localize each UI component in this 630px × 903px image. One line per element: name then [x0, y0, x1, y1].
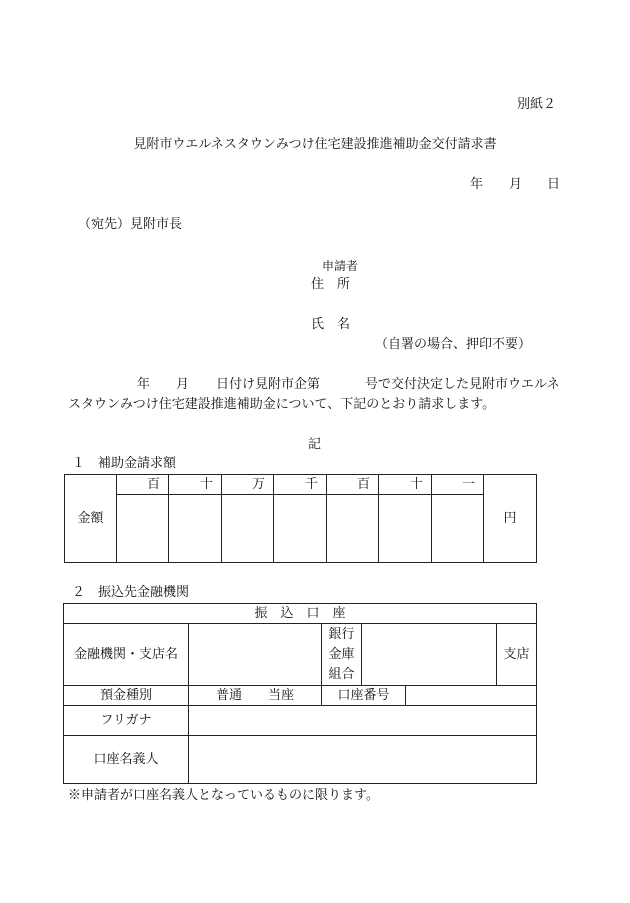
account-holder-note: ※申請者が口座名義人となっているものに限ります。	[68, 788, 379, 803]
amount-label: 金額	[65, 475, 117, 563]
digit-man: 万	[222, 475, 274, 495]
bank-type-bank: 銀行	[328, 626, 355, 642]
amount-cell[interactable]	[117, 495, 169, 563]
applicant-label: 申請者	[322, 259, 359, 273]
body-month: 月	[176, 377, 190, 392]
deposit-type-options[interactable]: 普通 当座	[189, 686, 322, 706]
amount-cell[interactable]	[327, 495, 379, 563]
date-year: 年	[470, 177, 484, 192]
amount-cell[interactable]	[432, 495, 484, 563]
branch-name-field[interactable]	[362, 624, 497, 686]
ki-label: 記	[308, 437, 322, 452]
date-day: 日	[547, 177, 561, 192]
digit-hundred-thousand: 百	[117, 475, 169, 495]
amount-cell[interactable]	[169, 495, 222, 563]
bank-type-shinkin: 金庫	[328, 646, 355, 662]
institution-name-field[interactable]	[189, 624, 322, 686]
applicant-name-label: 氏 名	[311, 317, 351, 332]
yen-unit: 円	[484, 475, 537, 563]
digit-ten-thousand-ten: 十	[169, 475, 222, 495]
account-number-label: 口座番号	[322, 686, 406, 706]
applicant-address-label: 住 所	[311, 277, 351, 292]
transfer-account-header: 振 込 口 座	[64, 604, 537, 624]
subsidy-amount-table	[64, 474, 537, 563]
institution-label: 金融機関・支店名	[64, 624, 189, 686]
body-year: 年	[137, 377, 151, 392]
digit-hundred: 百	[327, 475, 379, 495]
bank-transfer-table	[63, 603, 537, 784]
date-month: 月	[509, 177, 523, 192]
body-line2: スタウンみつけ住宅建設推進補助金について、下記のとおり請求します。	[68, 397, 496, 412]
account-number-field[interactable]	[406, 686, 537, 706]
amount-cell[interactable]	[222, 495, 274, 563]
amount-cell[interactable]	[274, 495, 327, 563]
signature-note: （自署の場合、押印不要）	[375, 337, 532, 352]
digit-thousand: 千	[274, 475, 327, 495]
digit-one: 一	[432, 475, 484, 495]
furigana-field[interactable]	[189, 706, 537, 736]
bank-type-kumiai: 組合	[328, 666, 355, 682]
account-holder-label: 口座名義人	[64, 736, 189, 784]
body-dated: 日付け見附市企第	[216, 377, 321, 392]
section1-heading: １ 補助金請求額	[72, 456, 177, 471]
deposit-type-label: 預金種別	[64, 686, 189, 706]
section2-heading: ２ 振込先金融機関	[72, 585, 190, 600]
branch-label: 支店	[497, 624, 537, 686]
digit-ten: 十	[379, 475, 432, 495]
body-line1-rest: 号で交付決定した見附市ウエルネ	[365, 377, 560, 392]
attachment-label: 別紙２	[517, 97, 557, 112]
document-title: 見附市ウエルネスタウンみつけ住宅建設推進補助金交付請求書	[133, 137, 497, 152]
furigana-label: フリガナ	[64, 706, 189, 736]
amount-cell[interactable]	[379, 495, 432, 563]
bank-type-labels	[322, 624, 362, 686]
account-holder-field[interactable]	[189, 736, 537, 784]
addressee: （宛先）見附市長	[78, 217, 183, 232]
